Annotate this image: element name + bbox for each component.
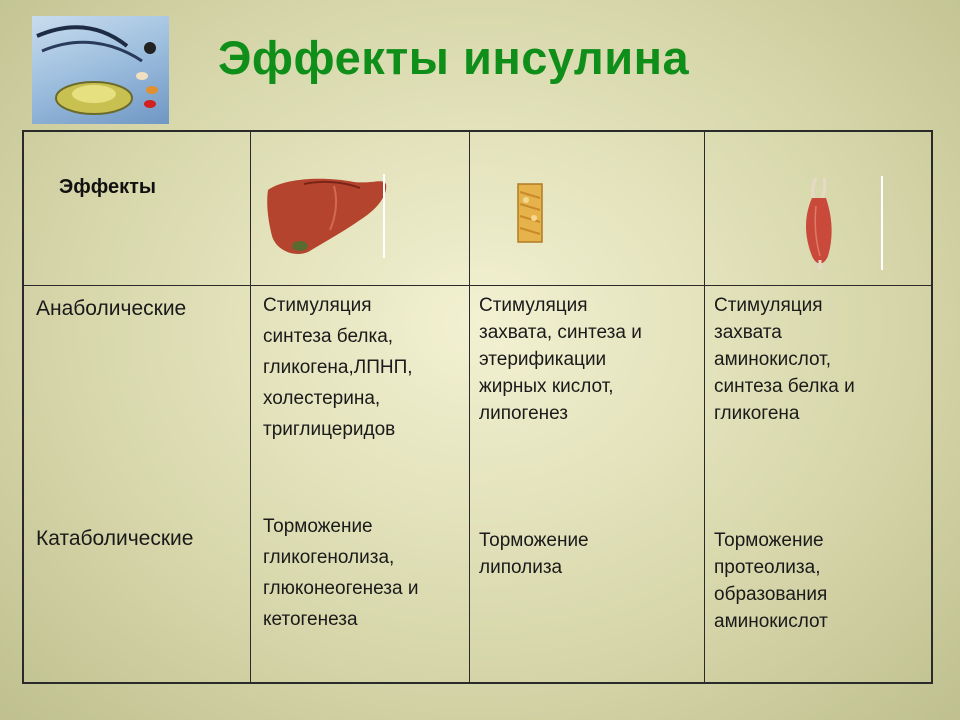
adipose-tissue-image [516, 182, 546, 249]
cell-line: образования [714, 584, 828, 605]
cell-line: аминокислот, [714, 349, 832, 370]
adipose-catabolic-cell [479, 527, 589, 581]
column-divider [469, 132, 470, 682]
cell-line: липогенез [479, 403, 568, 424]
cell-line: Стимуляция [263, 295, 372, 316]
column-divider [704, 132, 705, 682]
cell-line: жирных кислот, [479, 376, 614, 397]
cell-line: Стимуляция [479, 295, 588, 316]
cell-line: глюконеогенеза и [263, 578, 419, 599]
muscle-anabolic-cell [714, 292, 855, 427]
effects-table [22, 130, 933, 684]
cell-line: гликогена,ЛПНП, [263, 357, 413, 378]
muscle-image [802, 176, 892, 277]
row-label-anabolic: Анаболические [36, 297, 187, 320]
cell-line: захвата, синтеза и [479, 322, 642, 343]
cell-line: Торможение [714, 530, 824, 551]
cell-line: гликогена [714, 403, 800, 424]
cell-line: протеолиза, [714, 557, 821, 578]
liver-catabolic-cell [263, 511, 418, 635]
cell-line: кетогенеза [263, 609, 358, 630]
page-title: Эффекты инсулина [218, 31, 690, 84]
cell-line: синтеза белка, [263, 326, 394, 347]
row-divider [24, 285, 931, 286]
effects-header: Эффекты [59, 176, 156, 198]
column-divider [250, 132, 251, 682]
cell-line: Торможение [479, 530, 589, 551]
cell-line: синтеза белка и [714, 376, 855, 397]
cell-line: холестерина, [263, 388, 381, 409]
cell-line: липолиза [479, 557, 563, 578]
liver-anabolic-cell [263, 290, 413, 445]
cell-line: гликогенолиза, [263, 547, 395, 568]
cell-line: триглицеридов [263, 419, 396, 440]
cell-line: этерификации [479, 349, 607, 370]
cell-line: Стимуляция [714, 295, 823, 316]
adipose-anabolic-cell [479, 292, 642, 427]
cell-line: захвата [714, 322, 782, 343]
muscle-catabolic-cell [714, 527, 828, 635]
stethoscope-pills-icon [32, 16, 169, 124]
row-label-catabolic: Катаболические [36, 527, 194, 550]
cell-line: Торможение [263, 516, 373, 537]
cell-line: аминокислот [714, 611, 828, 632]
liver-image [264, 170, 404, 265]
